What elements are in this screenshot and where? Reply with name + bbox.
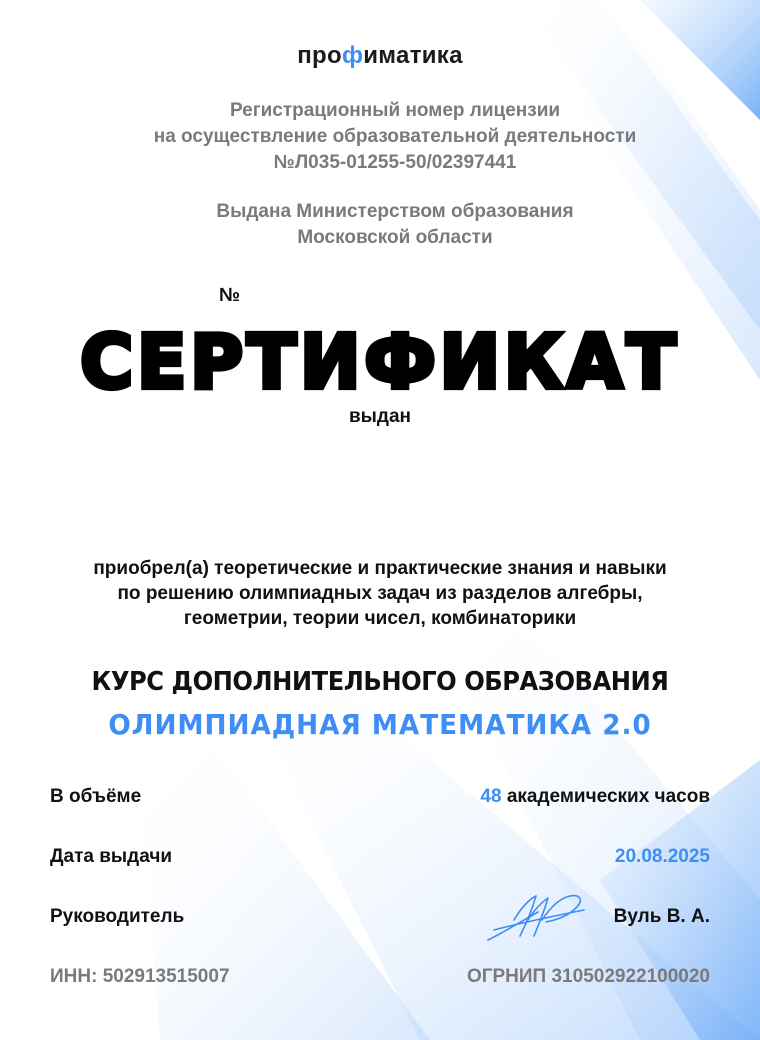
- issued-label: выдан: [348, 406, 411, 427]
- logo-text-suffix: иматика: [363, 42, 463, 69]
- course-type: КУРС ДОПОЛНИТЕЛЬНОГО ОБРАЗОВАНИЯ: [91, 667, 669, 697]
- course-name: ОЛИМПИАДНАЯ МАТЕМАТИКА 2.0: [108, 708, 652, 741]
- license-line-1: Регистрационный номер лицензии: [229, 100, 561, 121]
- license-info: [0, 98, 760, 176]
- license-line-2: на осуществление образовательной деятельности: [153, 126, 637, 147]
- head-label: Руководитель: [50, 906, 185, 927]
- license-number: №Л035-01255-50/02397441: [273, 152, 517, 173]
- inn: ИНН: 502913515007: [50, 966, 230, 987]
- volume-value: [480, 786, 710, 808]
- description-line-1: приобрел(а) теоретические и практические знания и навыки: [93, 558, 667, 579]
- certificate-title: СЕРТИФИКАТ: [80, 318, 680, 406]
- signature: [484, 890, 592, 946]
- date-value: 20.08.2025: [614, 846, 710, 867]
- achievement-description: [0, 556, 760, 631]
- head-name: Вуль В. А.: [613, 906, 710, 927]
- description-line-3: геометрии, теории чисел, комбинаторики: [183, 608, 577, 629]
- date-label: Дата выдачи: [50, 846, 173, 867]
- volume-unit: академических часов: [506, 786, 710, 807]
- logo-text-accent: ф: [341, 42, 364, 69]
- ogrnip: ОГРНИП 310502922100020: [466, 966, 710, 987]
- certificate-number-label: №: [219, 285, 241, 306]
- logo-text-prefix: про: [297, 42, 342, 69]
- issuer-line-1: Выдана Министерством образования: [216, 201, 574, 222]
- issuer-line-2: Московской области: [297, 227, 493, 248]
- brand-logo: [0, 42, 760, 70]
- volume-hours: 48: [480, 786, 502, 807]
- volume-label: В объёме: [50, 786, 142, 807]
- description-line-2: по решению олимпиадных задач из разделов алгебры,: [117, 583, 643, 604]
- license-issuer: [0, 199, 760, 251]
